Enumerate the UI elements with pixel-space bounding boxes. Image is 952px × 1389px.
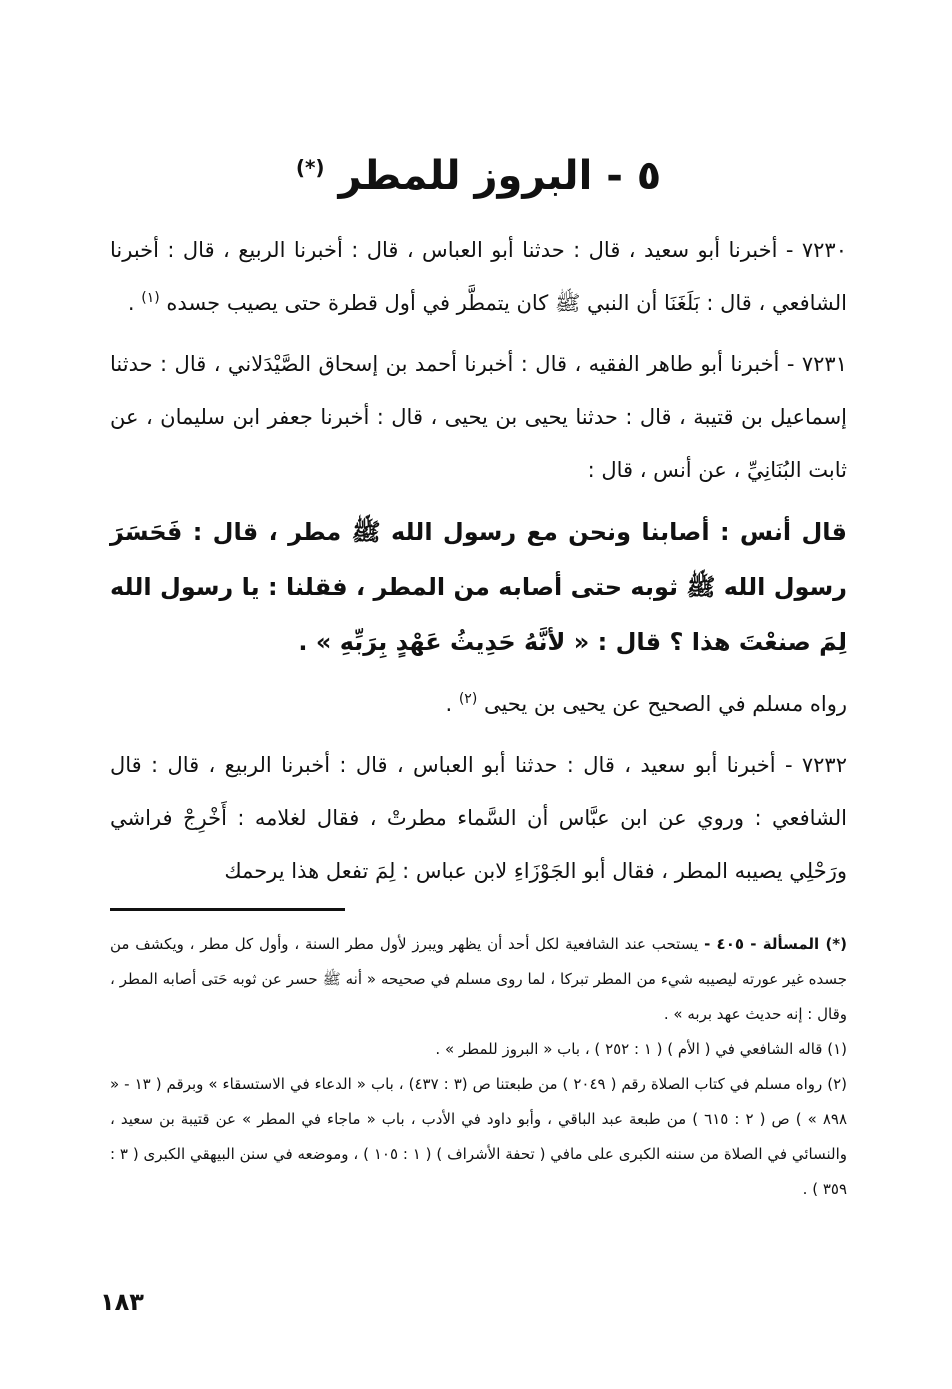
footnote-text: (١) قاله الشافعي في ( الأم ) ( ١ : ٢٥٢ ) ، باب « البروز للمطر » . [435, 1040, 847, 1058]
footnote-divider [110, 908, 345, 911]
footnote-ref-1[interactable]: (١) [141, 290, 160, 306]
paragraph-hadith-7232 [110, 739, 847, 898]
paragraph-text: قال أنس : أصابنا ونحن مع رسول الله ﷺ مطر ، قال : فَحَسَرَ رسول الله ﷺ ثوبه حتى أصابه من المطر ، فقلنا : يا رسول الله لِمَ صنعْتَ هذا ؟ قال : « لأنَّهُ حَدِيثُ عَهْدٍ بِرَبِّهِ » . [110, 518, 847, 656]
chapter-title-mark: (*) [295, 155, 325, 180]
footnote-star [110, 927, 847, 1032]
paragraph-text: رواه مسلم في الصحيح عن يحيى بن يحيى [483, 692, 847, 716]
paragraph-tail: . [445, 692, 459, 716]
paragraph-text: ٧٢٣٢ - أخبرنا أبو سعيد ، قال : حدثنا أبو العباس ، قال : أخبرنا الربيع ، قال : قال الشافعي : وروي عن ابن عبَّاس أن السَّماء مطرتْ ، فقال لغلامه : أَخْرِجْ فراشي ورَحْلِي يصيبه المطر ، فقال أبو الجَوْزَاءِ لابن عباس : لِمَ تفعل هذا يرحمك [110, 753, 847, 883]
paragraph-text: ٧٢٣١ - أخبرنا أبو طاهر الفقيه ، قال : أخبرنا أحمد بن إسحاق الصَّيْدَلاني ، قال : حدثنا إسماعيل بن قتيبة ، قال : حدثنا يحيى بن يحيى ، قال : أخبرنا جعفر ابن سليمان ، عن ثابت البُنَانِيِّ ، عن أنس ، قال : [110, 352, 847, 482]
footnote-text: (٢) رواه مسلم في كتاب الصلاة رقم ( ٢٠٤٩ ) من طبعتنا ص (٣ : ٤٣٧) ، باب « الدعاء في الاستسقاء » وبرقم ( ١٣ - « ٨٩٨ » ) ص ( ٢ : ٦١٥ ) من طبعة عبد الباقي ، وأبو داود في الأدب ، باب « ماجاء في المطر » عن قتيبة بن سعيد ، والنسائي في الصلاة من سننه الكبرى على مافي ( تحفة الأشراف ) ( ١ : ١٠٥ ) ، وموضعه في سنن البيهقي الكبرى ( ٣ : ٣٥٩ ) . [110, 1075, 848, 1198]
paragraph-riwaya [110, 678, 847, 731]
footnote-ref-2[interactable]: (٢) [458, 691, 478, 707]
paragraph-text: ٧٢٣٠ - أخبرنا أبو سعيد ، قال : حدثنا أبو العباس ، قال : أخبرنا الربيع ، قال : أخبرنا الشافعي ، قال : بَلَغَنَا أن النبي ﷺ كان يتمطَّر في أول قطرة حتى يصيب جسده [110, 238, 847, 315]
paragraph-tail: . [127, 291, 142, 315]
chapter-title [110, 150, 847, 202]
paragraph-hadith-matn [110, 505, 847, 670]
footnotes [110, 927, 847, 1207]
page-number: ١٨٣ [100, 1288, 144, 1316]
paragraph-hadith-7230 [110, 224, 847, 330]
footnote-1 [110, 1032, 847, 1067]
footnote-2 [110, 1067, 847, 1207]
footnote-lead: (*) المسألة - ٤٠٥ - [704, 935, 847, 953]
footnote-text: يستحب عند الشافعية لكل أحد أن يظهر ويبرز لأول مطر السنة ، وأول كل مطر ، ويكشف من جسده غير عورته ليصيبه شيء من المطر تبركا ، لما روى مسلم في صحيحه « أنه ﷺ حسر عن ثوبه حَتى أصابه المطر ، وقال : إنه حديث عهد بربه » . [110, 935, 847, 1023]
paragraph-hadith-7231 [110, 338, 847, 497]
chapter-title-text: ٥ - البروز للمطر [338, 153, 662, 199]
